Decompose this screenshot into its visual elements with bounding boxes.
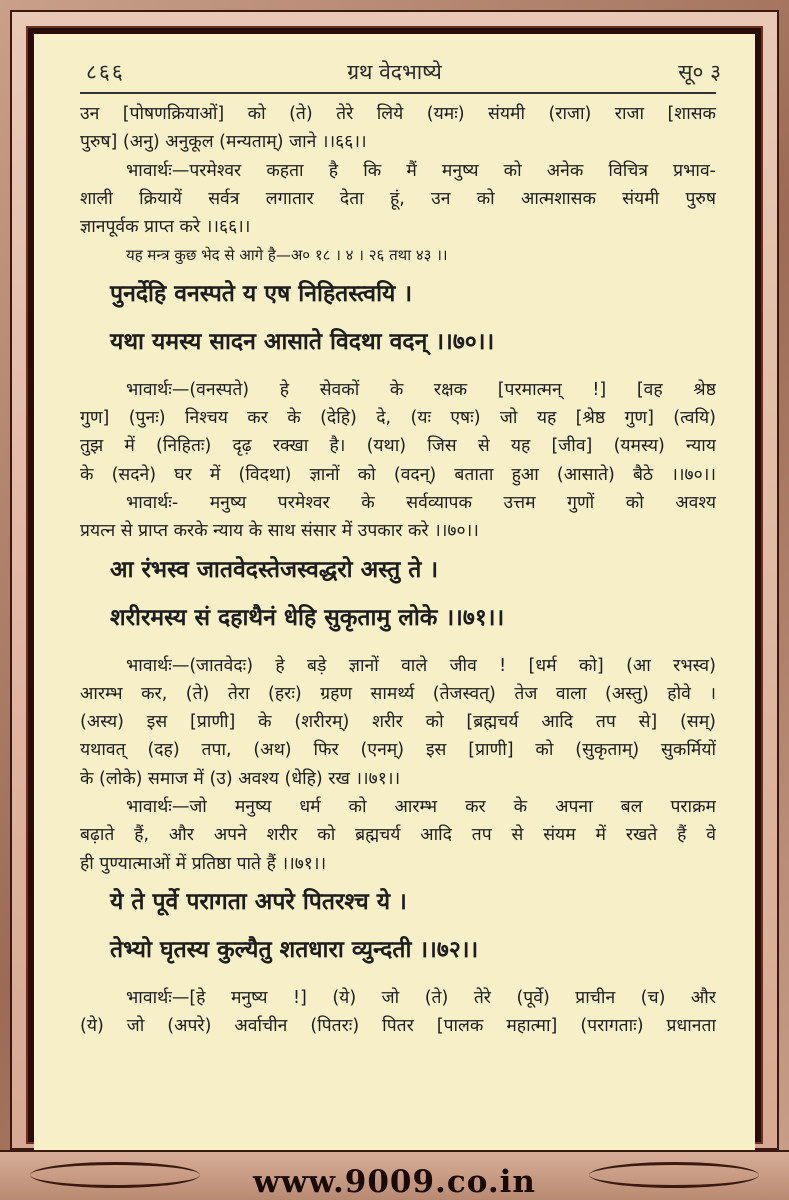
verse-71-line-2: शरीरमस्य सं दहाथैनं धेहि सुकृतामु लोके ।।७१।। — [110, 603, 505, 631]
text-line: बढ़ाते हैं, और अपने शरीर को ब्रह्मचर्य आदि तप से संयम में रखते हैं वे — [80, 825, 716, 846]
scanned-page — [34, 34, 755, 1162]
bhavartha-line: भावार्थः—जो मनुष्य धर्म को आरम्भ कर के अपना बल पराक्रम — [126, 797, 716, 818]
padartha-line: भावार्थः—[हे मनुष्य !] (ये) जो (ते) तेरे (पूर्वे) प्राचीन (च) और — [126, 987, 716, 1008]
text-line: पुरुष] (अनु) अनुकूल (मन्यताम्) जाने ।।६६।। — [80, 132, 367, 153]
bhavartha-line: भावार्थः—परमेश्वर कहता है कि मैं मनुष्य को अनेक विचित्र प्रभाव- — [126, 160, 716, 181]
header-rule — [80, 92, 716, 94]
verse-72-line-1: ये ते पूर्वे परागता अपरे पितरश्च ये । — [110, 887, 407, 915]
bhavartha-line: भावार्थः- मनुष्य परमेश्वर के सर्वव्यापक उत्तम गुणों को अवश्य — [126, 492, 716, 513]
text-line: गुण] (पुनः) निश्चय कर के (देहि) दे, (यः एषः) जो यह [श्रेष्ठ गुण] (त्वयि) — [80, 408, 716, 429]
verse-71-line-1: आ रंभस्व जातवेदस्तेजस्वद्धरो अस्तु ते । — [110, 555, 439, 583]
page-content — [80, 100, 716, 1041]
text-line: प्रयत्न से प्राप्त करके न्याय के साथ संसार में उपकार करे ।।७०।। — [80, 521, 479, 542]
page-header — [34, 58, 755, 88]
verse-70-line-1: पुनर्देहि वनस्पते य एष निहितस्त्वयि । — [110, 279, 413, 307]
verse-72-line-2: तेभ्यो घृतस्य कुल्यैतु शतधारा व्युन्दती ।।७२।। — [110, 935, 479, 963]
text-line: (ये) जो (अपरे) अर्वाचीन (पितरः) पितर [पालक महात्मा] (परागताः) प्रधानता — [80, 1016, 716, 1037]
page-number: ८६६ — [86, 60, 125, 84]
text-line: के (सदने) घर में (विदथा) ज्ञानों को (वदन्) बताता हुआ (आसाते) बैठे ।।७०।। — [80, 464, 716, 485]
text-line: तुझ में (निहितः) दृढ़ रक्खा है। (यथा) जिस से यह [जीव] (यमस्य) न्याय — [80, 436, 716, 457]
text-line: के (लोके) समाज में (उ) अवश्य (धेहि) रख ।।७१।। — [80, 768, 401, 789]
website-watermark: www.9009.co.in — [253, 1164, 536, 1200]
text-line: (अस्य) इस [प्राणी] के (शरीरम्) शरीर को [ब्रह्मचर्य आदि तप से] (सम्) — [80, 712, 716, 733]
verse-70-line-2: यथा यमस्य सादन आसाते विदथा वदन् ।।७०।। — [110, 327, 495, 355]
text-line: यथावत् (दह) तपा, (अथ) फिर (एनम्) इस [प्राणी] को (सुकृताम्) सुकर्मियों — [80, 740, 716, 761]
padartha-line: भावार्थः—(वनस्पते) हे सेवकों के रक्षक [परमात्मन् !] [वह श्रेष्ठ — [126, 379, 716, 400]
text-line: आरम्भ कर, (ते) तेरा (हरः) ग्रहण सामर्थ्य (तेजस्वत्) तेज वाला (अस्तु) होवे । — [80, 683, 716, 704]
text-line: ज्ञानपूर्वक प्राप्त करे ।।६६।। — [80, 217, 251, 238]
page-title: ग्रथ वेदभाष्ये — [347, 60, 442, 84]
padartha-line: भावार्थः—(जातवेदः) हे बड़े ज्ञानों वाले जीव ! [धर्म को] (आ रभस्व) — [126, 655, 716, 676]
sutra-number: सू० ३ — [678, 60, 721, 84]
text-line: शाली क्रियायें सर्वत्र लगातार देता हूं, उन को आत्मशासक संयमी पुरुष — [80, 188, 716, 209]
text-line: ही पुण्यात्माओं में प्रतिष्ठा पाते हैं ।।७१।। — [80, 853, 327, 874]
mantra-note: यह मन्त्र कुछ भेद से आगे है—अ० १८ । ४ । २६ तथा ४३ ।। — [126, 246, 448, 265]
text-line: उन [पोषणक्रियाओं] को (ते) तेरे लिये (यमः) संयमी (राजा) राजा [शासक — [80, 104, 716, 124]
